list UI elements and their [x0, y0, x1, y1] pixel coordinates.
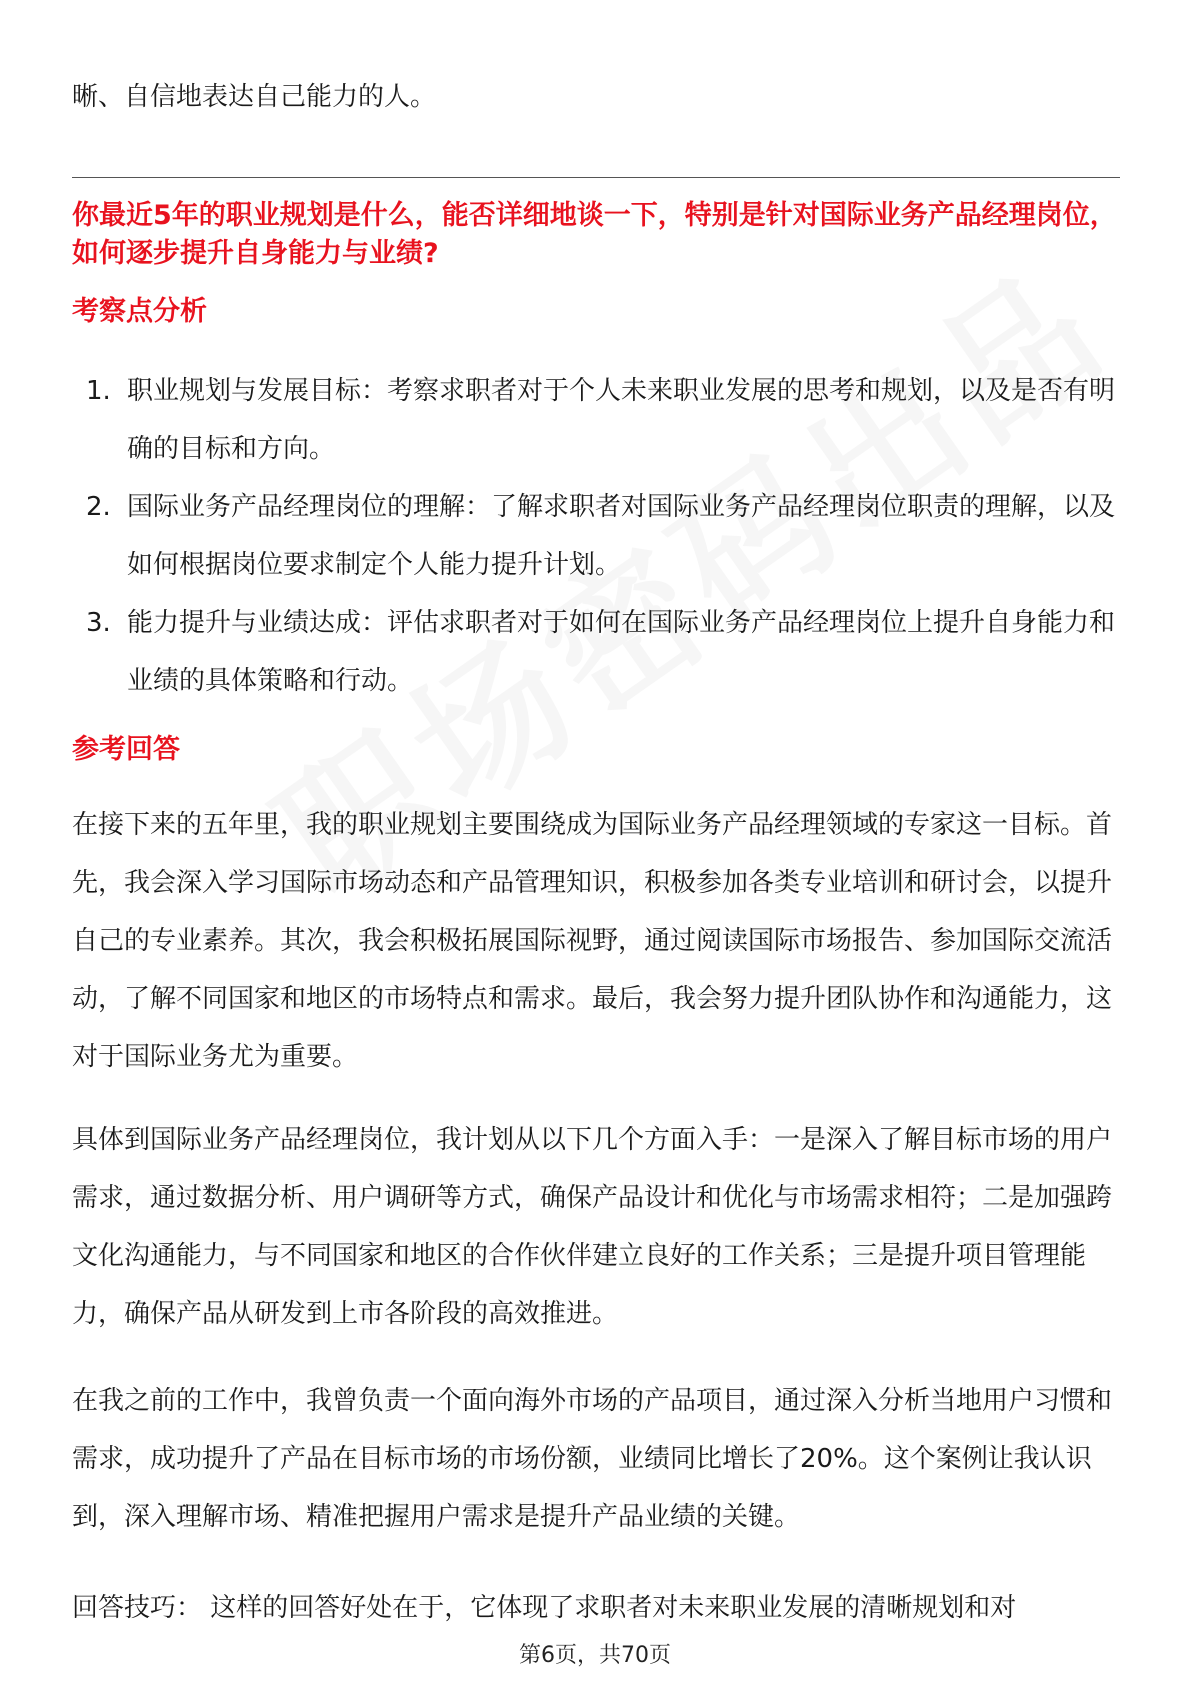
- analysis-heading: 考察点分析: [72, 296, 207, 327]
- answer-paragraph: 在接下来的五年里，我的职业规划主要围绕成为国际业务产品经理领域的专家这一目标。首先，我会深入学习国际市场动态和产品管理知识，积极参加各类专业培训和研讨会，以提升自己的专业素养。其次，我会积极拓展国际视野，通过阅读国际市场报告、参加国际交流活动，了解不同国家和地区的市场特点和需求。最后，我会努力提升团队协作和沟通能力，这对于国际业务尤为重要。: [72, 810, 1113, 1072]
- question-title: 你最近5年的职业规划是什么，能否详细地谈一下，特别是针对国际业务产品经理岗位，如何逐步提升自身能力与业绩?: [72, 200, 1117, 269]
- list-item: [72, 478, 1120, 594]
- list-item-number: 1.: [86, 376, 111, 406]
- page-number: 第6页，共70页: [519, 1643, 671, 1668]
- list-item-text: 国际业务产品经理岗位的理解：了解求职者对国际业务产品经理岗位职责的理解，以及如何根据岗位要求制定个人能力提升计划。: [127, 492, 1116, 580]
- answer-paragraph: 具体到国际业务产品经理岗位，我计划从以下几个方面入手：一是深入了解目标市场的用户需求，通过数据分析、用户调研等方式，确保产品设计和优化与市场需求相符；二是加强跨文化沟通能力，与不同国家和地区的合作伙伴建立良好的工作关系；三是提升项目管理能力，确保产品从研发到上市各阶段的高效推进。: [72, 1125, 1113, 1329]
- analysis-list: [72, 362, 1120, 710]
- list-item-number: 3.: [86, 608, 111, 638]
- answer-paragraph: 在我之前的工作中，我曾负责一个面向海外市场的产品项目，通过深入分析当地用户习惯和需求，成功提升了产品在目标市场的市场份额，业绩同比增长了20%。这个案例让我认识到，深入理解市场、精准把握用户需求是提升产品业绩的关键。: [72, 1386, 1113, 1532]
- section-divider: [72, 177, 1120, 178]
- answer-heading: 参考回答: [72, 734, 180, 765]
- list-item: [72, 362, 1120, 478]
- list-item-number: 2.: [86, 492, 111, 522]
- list-item-text: 能力提升与业绩达成：评估求职者对于如何在国际业务产品经理岗位上提升自身能力和业绩的具体策略和行动。: [127, 608, 1116, 696]
- continuation-text: 晰、自信地表达自己能力的人。: [72, 82, 437, 112]
- list-item: [72, 594, 1120, 710]
- answer-tip: 回答技巧： 这样的回答好处在于，它体现了求职者对未来职业发展的清晰规划和对: [72, 1593, 1017, 1623]
- list-item-text: 职业规划与发展目标：考察求职者对于个人未来职业发展的思考和规划，以及是否有明确的目标和方向。: [127, 376, 1116, 464]
